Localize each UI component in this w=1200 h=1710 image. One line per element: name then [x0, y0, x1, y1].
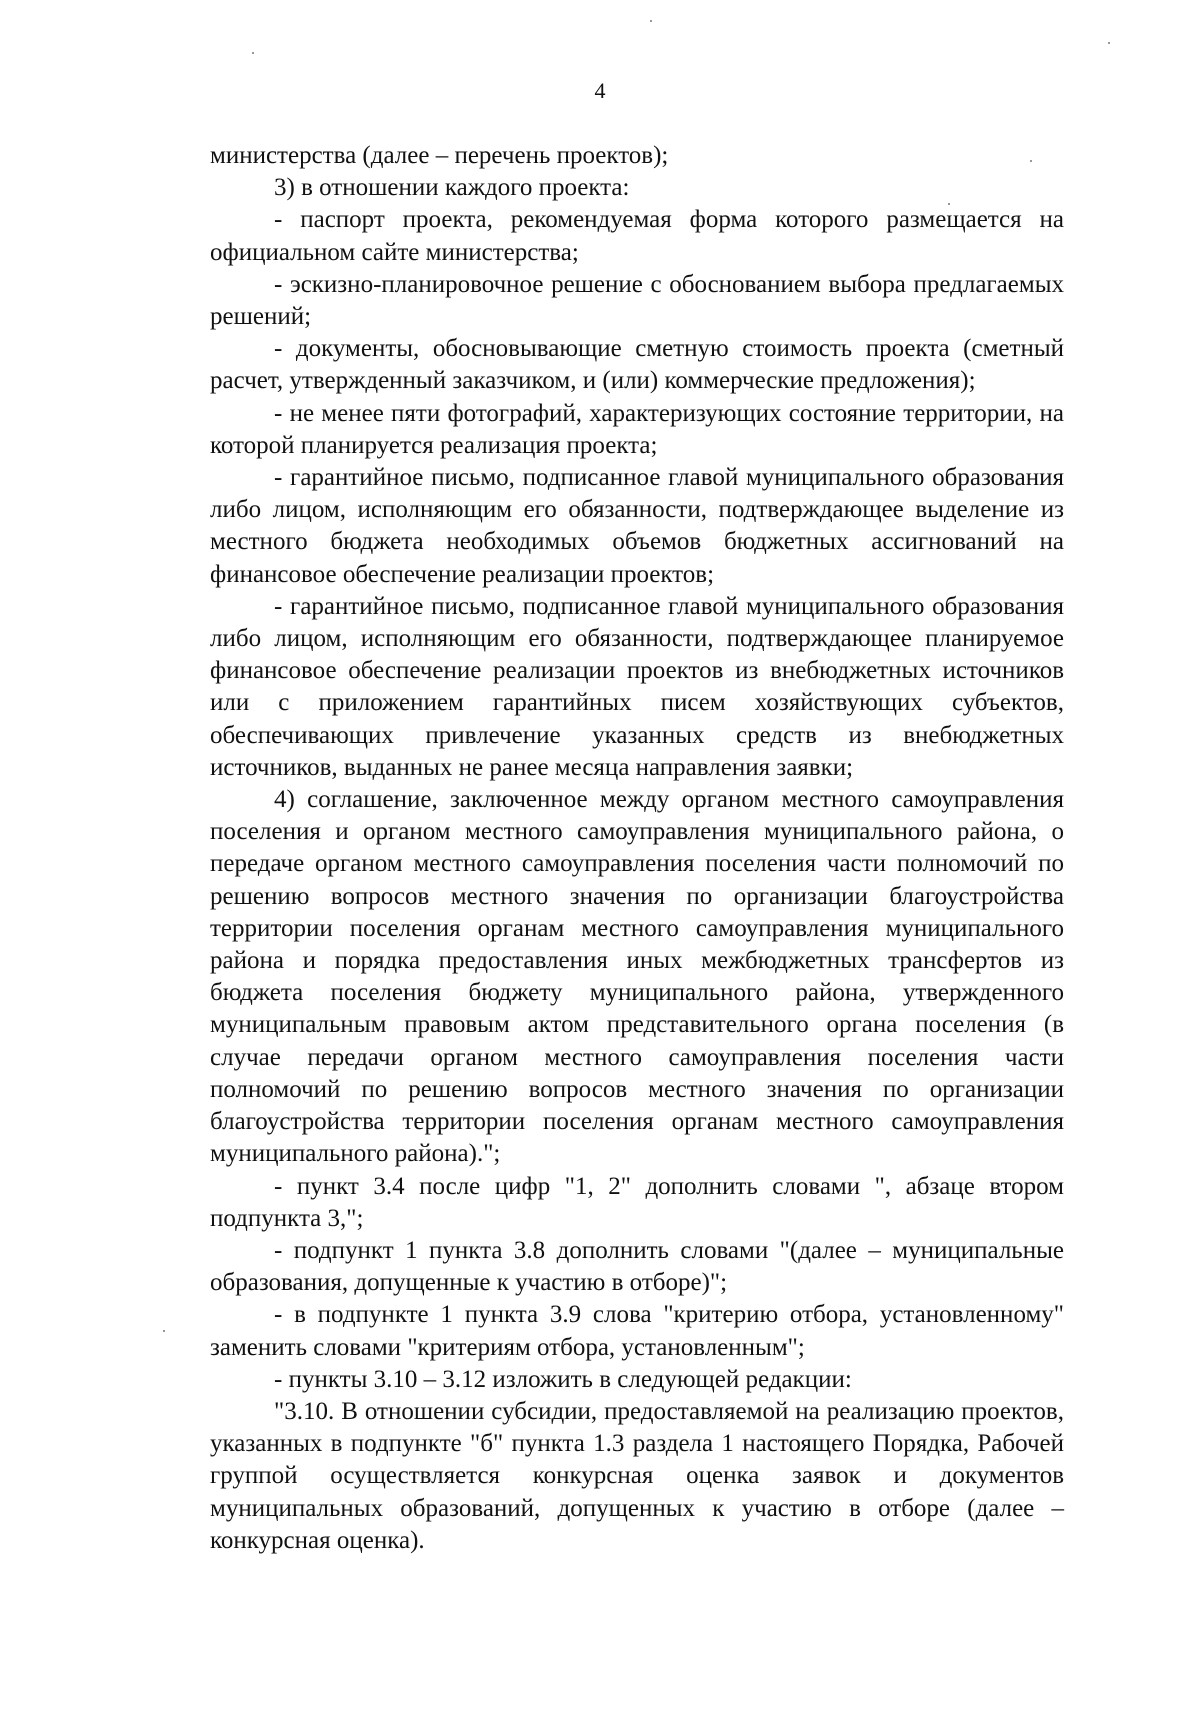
scan-speck — [1108, 42, 1110, 44]
page-number: 4 — [594, 78, 606, 103]
scan-speck — [948, 203, 950, 205]
scan-speck — [650, 20, 652, 22]
paragraph-clauses-3-10-3-12: - пункты 3.10 – 3.12 изложить в следующей редакции: — [274, 1365, 852, 1393]
scan-speck — [163, 1330, 165, 1332]
paragraph-clause-3-8: - подпункт 1 пункта 3.8 дополнить словами "(далее – муниципальные образования, допущенные к участию в отборе)"; — [210, 1236, 1064, 1297]
paragraph-clause-3-4: - пункт 3.4 после цифр "1, 2" дополнить словами ", абзаце втором подпункта 3,"; — [210, 1172, 1064, 1232]
paragraph-guarantee-letter-extrabudget: - гарантийное письмо, подписанное главой муниципального образования либо лицом, исполняющим его обязанности, подтверждающее планируемое финансовое обеспечение реализации проектов из внебюджетных источников или с приложением гарантийных писем хозяйствующих субъектов, обеспечивающих привлечение указанных средств из внебюджетных источников, выданных не ранее месяца направления заявки; — [210, 592, 1064, 781]
scan-speck — [252, 52, 254, 54]
paragraph-item-3: 3) в отношении каждого проекта: — [274, 174, 630, 202]
paragraph-ministry-list: министерства (далее – перечень проектов); — [210, 142, 669, 169]
paragraph-clause-3-10-text: "3.10. В отношении субсидии, предоставляемой на реализацию проектов, указанных в подпункте "б" пункта 1.3 раздела 1 настоящего Порядка, Рабочей группой осуществляется конкурсная оценка заявок и документов муниципальных образований, допущенных к участию в отборе (далее – конкурсная оценка). — [210, 1397, 1064, 1554]
paragraph-item-4-agreement: 4) соглашение, заключенное между органом местного самоуправления поселения и органом местного самоуправления муниципального района, о передаче органом местного самоуправления поселения части полномочий по решению вопросов местного значения по организации благоустройства территории поселения органам местного самоуправления муниципального района и порядка предоставления иных межбюджетных трансфертов из бюджета поселения бюджету муниципального района, утвержденного муниципальным правовым актом представительного органа поселения (в случае передачи органом местного самоуправления поселения части полномочий по решению вопросов местного значения по организации благоустройства территории поселения органам местного самоуправления муниципального района)."; — [210, 786, 1064, 1168]
scan-speck — [1030, 160, 1032, 162]
paragraph-clause-3-9: - в подпункте 1 пункта 3.9 слова "критерию отбора, установленному" заменить словами "критериям отбора, установленным"; — [210, 1301, 1064, 1361]
paragraph-project-passport: - паспорт проекта, рекомендуемая форма которого размещается на официальном сайте министерства; — [210, 206, 1064, 266]
paragraph-guarantee-letter-budget: - гарантийное письмо, подписанное главой муниципального образования либо лицом, исполняющим его обязанности, подтверждающее выделение из местного бюджета необходимых объемов бюджетных ассигнований на финансовое обеспечение реализации проектов; — [210, 464, 1064, 588]
document-body — [210, 140, 1064, 1557]
paragraph-sketch-solution: - эскизно-планировочное решение с обоснованием выбора предлагаемых решений; — [210, 270, 1064, 331]
paragraph-cost-documents: - документы, обосновывающие сметную стоимость проекта (сметный расчет, утвержденный заказчиком, и (или) коммерческие предложения); — [210, 335, 1064, 395]
paragraph-photographs: - не менее пяти фотографий, характеризующих состояние территории, на которой планируется реализация проекта; — [210, 399, 1064, 459]
